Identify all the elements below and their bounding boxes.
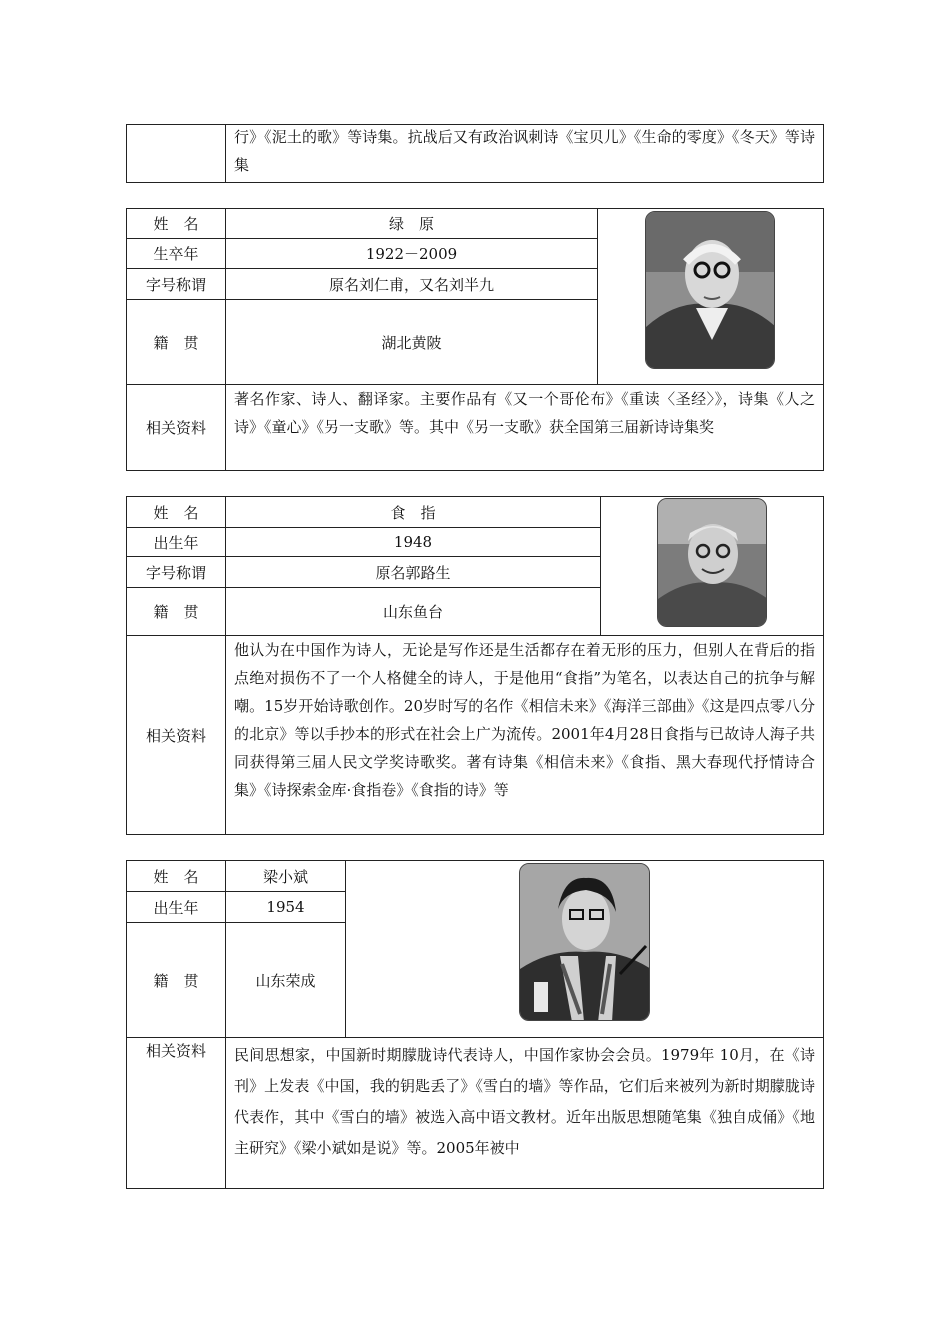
photo-cell: [598, 209, 823, 384]
life-years-label: 生卒年: [127, 238, 226, 268]
name-label: 姓 名: [127, 861, 226, 891]
origin-value: 山东鱼台: [226, 587, 601, 635]
origin-value: 湖北黄陂: [226, 299, 598, 384]
photo-cell: [346, 861, 823, 1037]
birth-year-value: 1948: [226, 527, 601, 556]
life-years-value: 1922－2009: [226, 238, 598, 268]
continuation-text: 行》《泥土的歌》等诗集。抗战后又有政治讽刺诗《宝贝儿》《生命的零度》《冬天》等诗集: [234, 128, 815, 174]
poet-table-shizhi: [126, 496, 824, 835]
name-value: 绿 原: [226, 209, 598, 238]
info-text: 著名作家、诗人、翻译家。主要作品有《又一个哥伦布》《重读〈圣经〉》，诗集《人之诗》《童心》《另一支歌》等。其中《另一支歌》获全国第三届新诗诗集奖: [226, 384, 823, 470]
continuation-label-cell: [127, 125, 226, 182]
origin-value: 山东荣成: [226, 922, 346, 1037]
info-label: 相关资料: [127, 384, 226, 470]
portrait-photo: [645, 211, 775, 369]
info-text: 他认为在中国作为诗人，无论是写作还是生活都存在着无形的压力，但别人在背后的指点绝对损伤不了一个人格健全的诗人，于是他用“食指”为笔名，以表达自己的抗争与解嘲。15岁开始诗歌创作。20岁时写的名作《相信未来》《海洋三部曲》《这是四点零八分的北京》等以手抄本的形式在社会上广为流传。2001年4月28日食指与已故诗人海子共同获得第三届人民文学奖诗歌奖。著有诗集《相信未来》《食指、黑大春现代抒情诗合集》《诗探索金库·食指卷》《食指的诗》等: [226, 635, 823, 834]
name-value: 梁小斌: [226, 861, 346, 891]
origin-label: 籍 贯: [127, 299, 226, 384]
birth-year-label: 出生年: [127, 891, 226, 922]
info-text: 民间思想家，中国新时期朦胧诗代表诗人，中国作家协会会员。1979年 10月，在《诗刊》上发表《中国，我的钥匙丢了》《雪白的墙》等作品，它们后来被列为新时期朦胧诗代表作，其中《雪白的墙》被选入高中语文教材。近年出版思想随笔集《独自成俑》《地主研究》《梁小斌如是说》等。2005年被中: [226, 1037, 823, 1188]
alias-label: 字号称谓: [127, 268, 226, 299]
info-label: 相关资料: [127, 1037, 226, 1188]
origin-label: 籍 贯: [127, 587, 226, 635]
origin-label: 籍 贯: [127, 922, 226, 1037]
birth-year-label: 出生年: [127, 527, 226, 556]
poet-table-liangxiaobin: [126, 860, 824, 1189]
alias-label: 字号称谓: [127, 556, 226, 587]
alias-value: 原名刘仁甫，又名刘半九: [226, 268, 598, 299]
poet-table-lvyuan: [126, 208, 824, 471]
continuation-table: [126, 124, 824, 183]
photo-cell: [601, 497, 823, 635]
alias-value: 原名郭路生: [226, 556, 601, 587]
name-label: 姓 名: [127, 209, 226, 238]
info-label: 相关资料: [127, 635, 226, 834]
name-value: 食 指: [226, 497, 601, 527]
birth-year-value: 1954: [226, 891, 346, 922]
portrait-photo: [657, 498, 767, 627]
name-label: 姓 名: [127, 497, 226, 527]
portrait-photo: [519, 863, 650, 1021]
